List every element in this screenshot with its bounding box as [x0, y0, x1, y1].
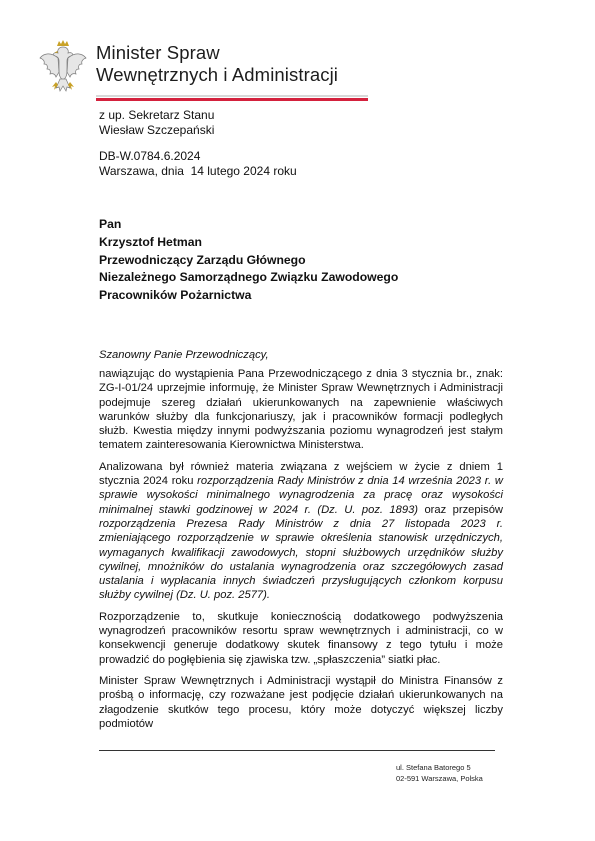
recipient-position: Przewodniczący Zarządu Głównego [99, 252, 306, 267]
place-date: Warszawa, dnia 14 lutego 2024 roku [99, 164, 297, 178]
recipient-name: Krzysztof Hetman [99, 234, 202, 249]
recipient-block [99, 216, 398, 305]
footer-address [396, 762, 483, 784]
reference-block [99, 149, 297, 179]
polish-eagle-emblem-icon [38, 38, 88, 98]
recipient-salutation-word: Pan [99, 217, 122, 231]
sender-title: z up. Sekretarz Stanu [99, 108, 215, 122]
paragraph-2 [99, 460, 503, 603]
paragraph-4: Minister Spraw Wewnętrznych i Administracji wystąpił do Ministra Finansów z prośbą o informację, czy rozważane jest podjęcie działań ukierunkowanych na złagodzenie skutków tego procesu, który może dotyczyć większej liczby podmiotów [99, 674, 503, 730]
paragraph-2-text-c: oraz przepisów [418, 503, 503, 516]
regulation-citation-2: rozporządzenia Prezesa Rady Ministrów z dnia 27 listopada 2023 r. zmieniającego rozporządzenie w sprawie określenia stanowisk urzędniczych, wymaganych kwalifikacji zawodowych, stopni służbowych urzędników służby cywilnej, mnożników do ustalania wynagrodzenia oraz szczegółowych zasad ustalania i wypłacania innych świadczeń przysługujących członkom korpusu służby cywilnej (Dz. U. poz. 2577). [99, 517, 503, 602]
paragraph-3: Rozporządzenie to, skutkuje koniecznością dodatkowego podwyższenia wynagrodzeń pracowników resortu spraw wewnętrznych i administracji, co w konsekwencji generuje dodatkowy skutek finansowy z tego tytułu i może prowadzić do pogłębienia się zjawiska tzw. „spłaszczenia” siatki płac. [99, 610, 503, 666]
footer-city: 02-591 Warszawa, Polska [396, 774, 483, 783]
letter-body [99, 367, 503, 738]
sender-block [99, 108, 214, 138]
flag-stripe-white [96, 95, 368, 97]
paragraph-2-text-a: Analizowana był również materia związana z wejściem w życie z dniem 1 stycznia 2024 roku [99, 460, 503, 488]
footer-street: ul. Stefana Batorego 5 [396, 763, 471, 772]
recipient-organization-cont: Pracowników Pożarnictwa [99, 288, 252, 303]
flag-stripe-red [96, 98, 368, 101]
ministry-name-line2: Wewnętrznych i Administracji [96, 64, 339, 85]
letterhead [38, 38, 338, 108]
letter-salutation: Szanowny Panie Przewodniczący, [99, 349, 269, 361]
regulation-citation-1: rozporządzenia Rady Ministrów z dnia 14 września 2023 r. w sprawie wysokości minimalnego wynagrodzenia za pracę oraz wysokości minimalnej stawki godzinowej w 2024 r. (Dz. U. poz. 1893) [99, 475, 503, 516]
ministry-name-line1: Minister Spraw [96, 42, 220, 63]
paragraph-1: nawiązując do wystąpienia Pana Przewodniczącego z dnia 3 stycznia br., znak: ZG-I-01/24 uprzejmie informuję, że Minister Spraw Wewnętrznych i Administracji podejmuje szereg działań ukierunkowanych na zapewnienie właściwych warunków służby dla funkcjonariuszy, jak i pracowników formacji podległych służb. Kwestia między innymi podwyższania poziomu wynagrodzeń jest stałym tematem zainteresowania Kierownictwa Ministerstwa. [99, 368, 503, 452]
sender-name: Wiesław Szczepański [99, 123, 215, 137]
recipient-organization: Niezależnego Samorządnego Związku Zawodowego [99, 270, 399, 285]
reference-number: DB-W.0784.6.2024 [99, 149, 201, 163]
footer-divider [99, 750, 495, 751]
